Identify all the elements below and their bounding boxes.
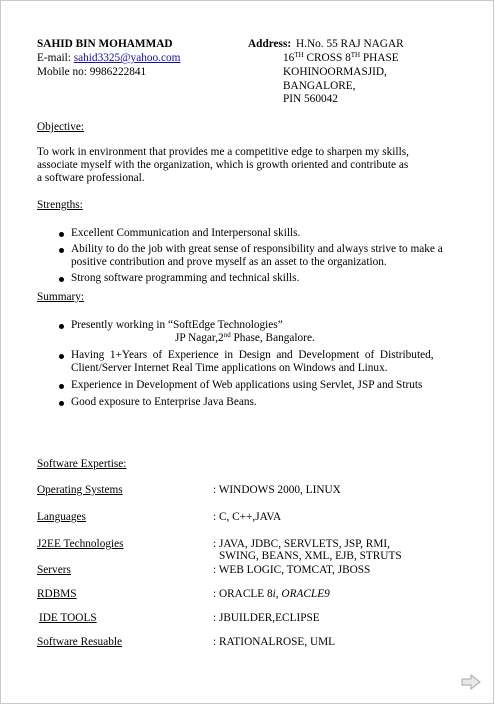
list-item <box>37 243 467 269</box>
expertise-label-languages: Languages <box>37 511 86 523</box>
summary-1b-a: JP Nagar,2 <box>175 332 224 344</box>
address-line-2 <box>283 52 399 65</box>
strengths-heading: Strengths: <box>37 199 83 211</box>
address-line-2-a: 16 <box>283 52 295 64</box>
address-line-3: KOHINOORMASJID, <box>283 66 387 78</box>
expertise-value-servers: : WEB LOGIC, TOMCAT, JBOSS <box>213 564 371 576</box>
expertise-value-reusable: : RATIONALROSE, UML <box>213 636 336 648</box>
rdbms-c: ORACLE9 <box>281 588 330 600</box>
rdbms-a: : ORACLE 8 <box>213 588 273 600</box>
summary-heading: Summary: <box>37 291 85 303</box>
objective-line-1: To work in environment that provides me a competitive edge to sharpen my skills, <box>37 146 409 158</box>
summary-1a: Presently working in “SoftEdge Technologies” <box>71 319 283 331</box>
address-line-2-sup-b: TH <box>350 51 361 59</box>
candidate-name: SAHID BIN MOHAMMAD <box>37 38 173 50</box>
expertise-value-j2ee-2: SWING, BEANS, XML, EJB, STRUTS <box>219 550 402 562</box>
expertise-label-j2ee: J2EE Technologies <box>37 538 124 550</box>
summary-list <box>37 319 467 409</box>
strength-3: Strong software programming and technical skills. <box>71 272 300 284</box>
expertise-value-j2ee: : JAVA, JDBC, SERVLETS, JSP, RMI, <box>213 538 390 550</box>
expertise-heading: Software Expertise: <box>37 458 127 470</box>
strength-1: Excellent Communication and Interpersonal skills. <box>71 227 301 239</box>
rdbms-b: , <box>275 588 282 600</box>
expertise-value-rdbms <box>213 588 330 601</box>
expertise-label-os: Operating Systems <box>37 484 123 496</box>
objective-line-3: a software professional. <box>37 172 145 184</box>
address-line-5: PIN 560042 <box>283 93 338 105</box>
strength-2b: positive contribution and prove myself as an asset to the organization. <box>71 256 387 268</box>
objective-line-2: associate myself with the organization, which is growth oriented and contribute as <box>37 159 409 171</box>
email-label: E-mail: <box>37 52 71 64</box>
summary-1b <box>71 332 467 345</box>
expertise-label-servers: Servers <box>37 564 71 576</box>
list-item <box>37 349 467 375</box>
next-page-arrow-icon[interactable] <box>460 673 482 691</box>
expertise-value-ide: : JBUILDER,ECLIPSE <box>213 612 320 624</box>
address-line-4: BANGALORE, <box>283 80 356 92</box>
rdbms-i: i <box>272 588 276 600</box>
expertise-value-languages: : C, C++,JAVA <box>213 511 282 523</box>
summary-4: Good exposure to Enterprise Java Beans. <box>71 396 257 408</box>
expertise-label-reusable: Software Resuable <box>37 636 123 648</box>
address-label: Address: <box>248 38 292 50</box>
strength-2a: Ability to do the job with great sense of responsibility and always strive to make a <box>71 243 443 255</box>
list-item <box>37 396 467 409</box>
address-line-2-c: PHASE <box>360 52 399 64</box>
email-line <box>37 52 180 65</box>
list-item <box>37 272 467 285</box>
objective-heading: Objective: <box>37 121 85 133</box>
list-item <box>37 227 467 240</box>
summary-1b-sup: nd <box>223 331 231 339</box>
list-item <box>37 319 467 345</box>
expertise-label-rdbms: RDBMS <box>37 588 77 600</box>
expertise-value-os: : WINDOWS 2000, LINUX <box>213 484 341 496</box>
list-item <box>37 379 467 392</box>
address-line-1: H.No. 55 RAJ NAGAR <box>296 38 404 50</box>
expertise-label-ide: IDE TOOLS <box>39 612 97 624</box>
summary-1b-b: Phase, Bangalore. <box>230 332 315 344</box>
summary-3: Experience in Development of Web applications using Servlet, JSP and Struts <box>71 379 423 391</box>
summary-2b: Client/Server Internet Real Time applications on Windows and Linux. <box>71 362 388 374</box>
address-line-2-sup-a: TH <box>294 51 304 59</box>
mobile-number: Mobile no: 9986222841 <box>37 66 147 78</box>
email-link[interactable]: sahid3325@yahoo.com <box>73 52 181 64</box>
strengths-list <box>37 227 467 285</box>
objective-text <box>37 146 467 185</box>
summary-2a: Having 1+Years of Experience in Design and Development of Distributed, <box>71 349 434 361</box>
address-line-2-b: CROSS 8 <box>303 52 351 64</box>
